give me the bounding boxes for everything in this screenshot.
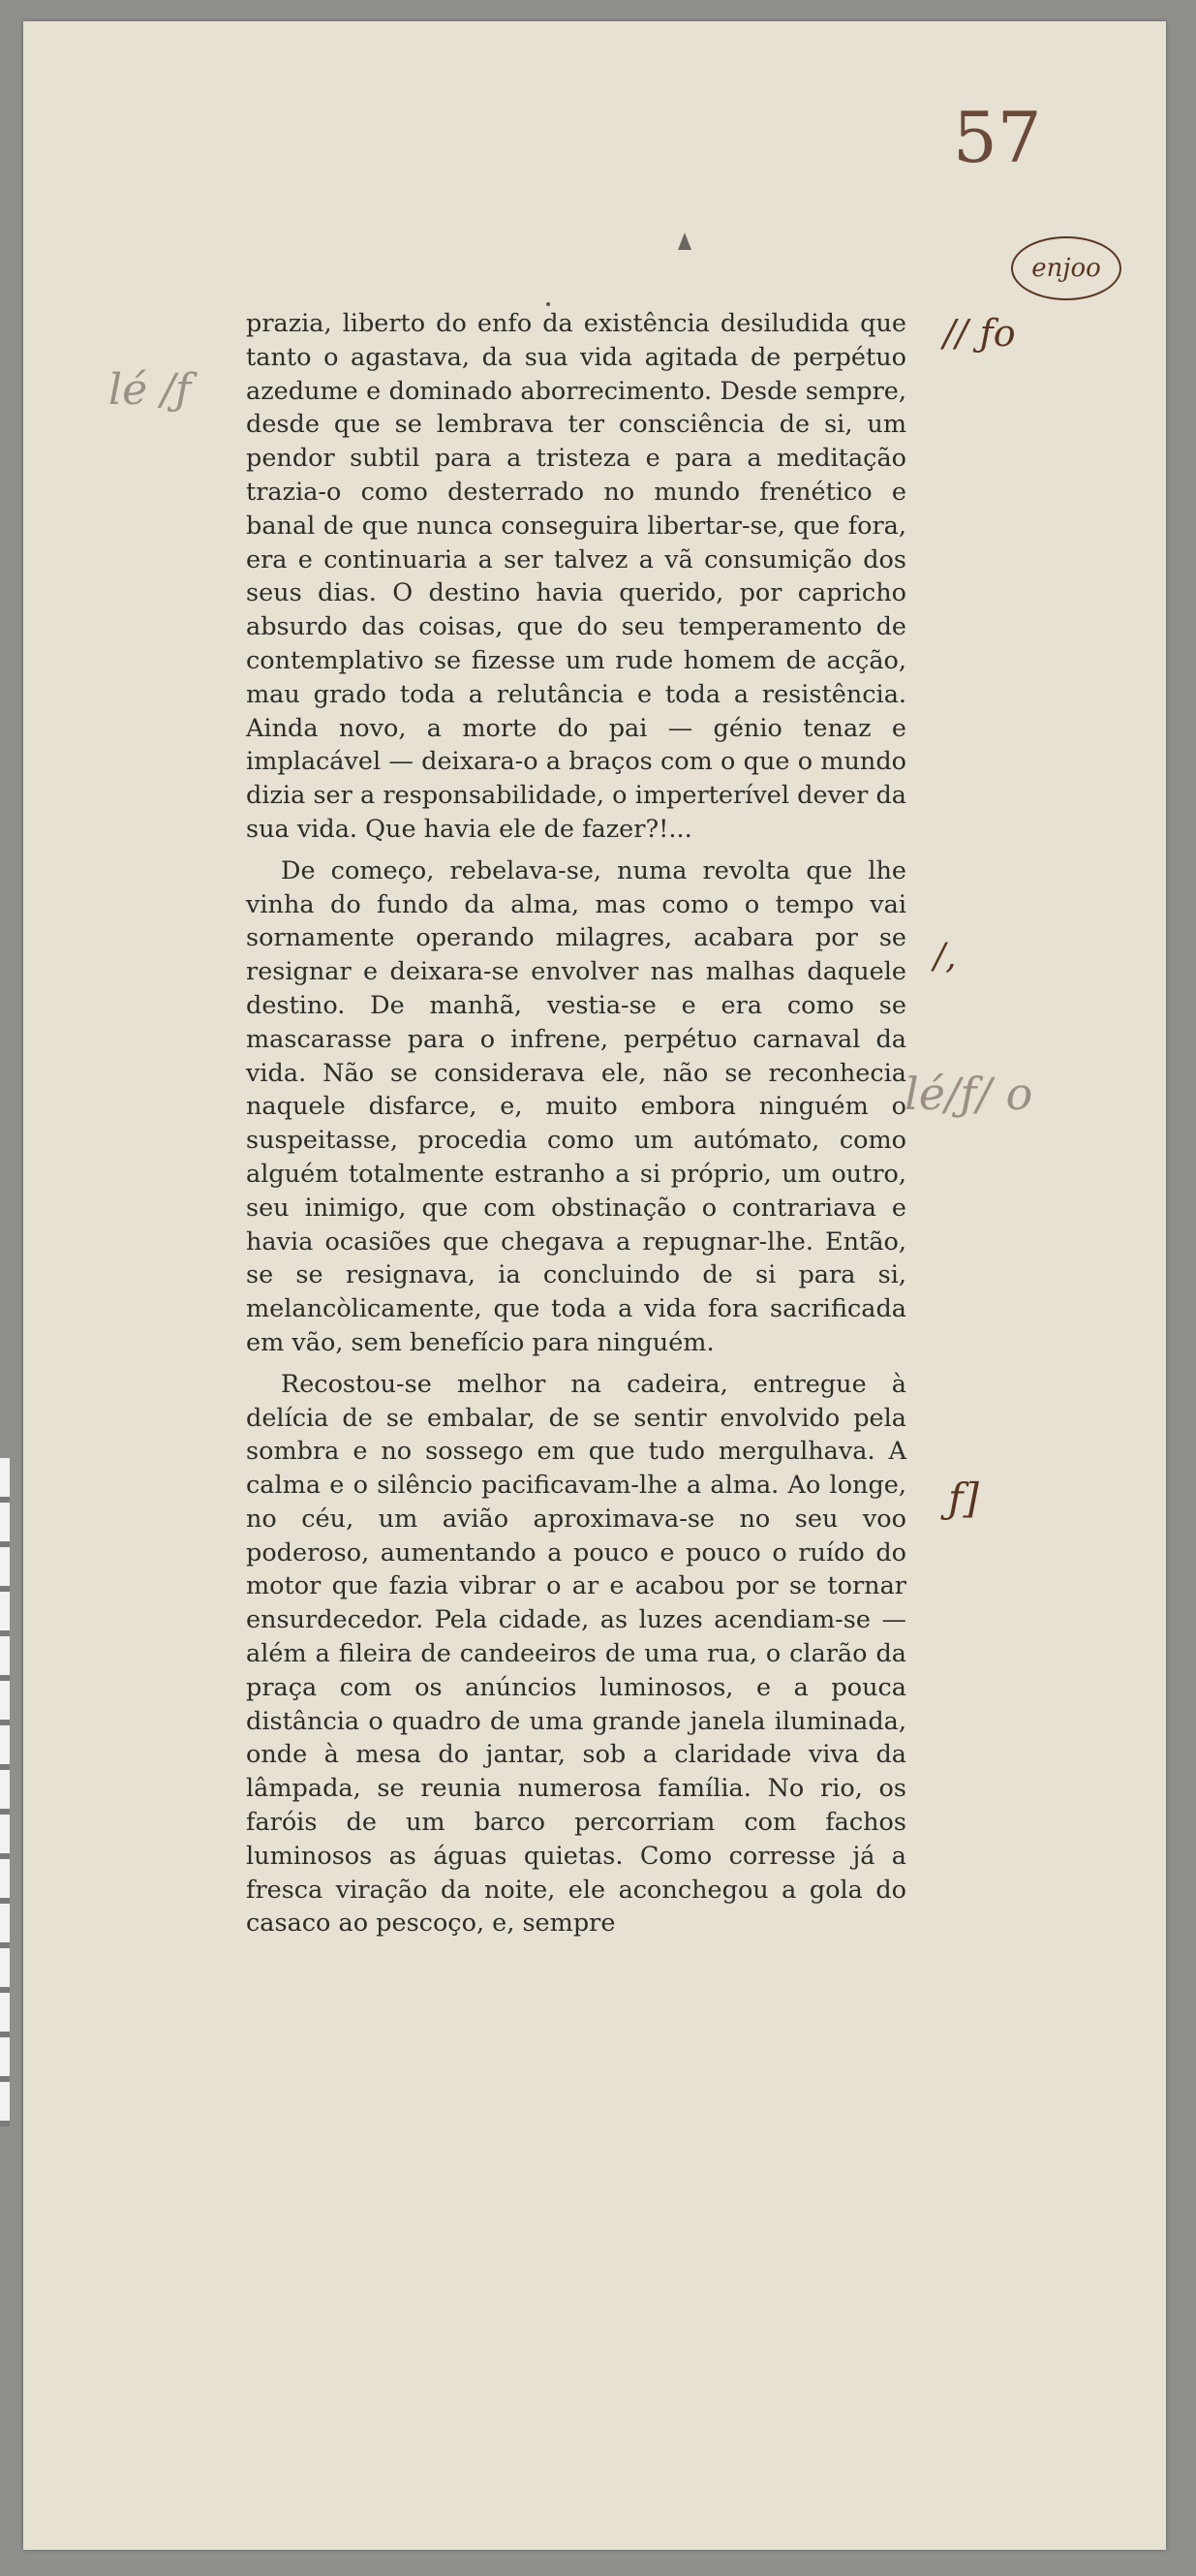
paragraph-2: De começo, rebelava-se, numa revolta que lhe vinha do fundo da alma, mas como o tempo vai sornamente operando milagres, acabara por se resignar e deixara-se envolver nas malhas daquele destino. De manhã, vestia-se e era como se mascarasse para o infrene, perpétuo carnaval da vida. Não se considerava ele, não se reconhecia naquele disfarce, e, muito embora ninguém o suspeitasse, procedia como um autómato, como alguém totalmente estranho a si próprio, um outro, seu inimigo, que com obstinação o contrariava e havia ocasiões que chegava a repugnar-lhe. Então, se se resignava, ia concluindo de si para si, melancòlicamente, que toda a vida fora sacrificada em vão, sem benefício para ninguém. (246, 855, 906, 1357)
margin-note-right-low: ƒ] (948, 1474, 979, 1522)
body-text (246, 307, 906, 1948)
page-number-annotation: 57 (953, 97, 1042, 178)
paragraph-3: Recostou-se melhor na cadeira, entregue à delícia de se embalar, de se sentir envolvido pela sombra e no sossego em que tudo mergulhava. A calma e o silêncio pacificavam-lhe a alma. Ao longe, no céu, um avião aproximava-se no seu voo poderoso, aumentando a pouco e pouco o ruído do motor que fazia vibrar o ar e acabou por se tornar ensurdecedor. Pela cidade, as luzes acendiam-se — além a fileira de candeeiros de uma rua, o clarão da praça com os anúncios luminosos, e a pouca distância o quadro de uma grande janela iluminada, onde à mesa do jantar, sob a claridade viva da lâmpada, se reunia numerosa família. No rio, os faróis de um barco percorriam com fachos luminosos as águas quietas. Como corresse já a fresca viração da noite, ele aconchegou a gola do casaco ao pescoço, e, sempre (246, 1369, 906, 1939)
scan-edge-strip (0, 1458, 10, 2126)
margin-note-left-top: lé /ƒ (108, 365, 192, 415)
margin-note-right-mid: /, (934, 937, 957, 977)
document-page (23, 21, 1166, 2550)
margin-note-right-top: // ƒo (943, 312, 1016, 355)
circled-annotation-text: enjoo (1031, 254, 1101, 283)
paragraph-1: prazia, liberto do enfo da existência desiludida que tanto o agastava, da sua vida agitada de perpétuo azedume e dominado aborrecimento. Desde sempre, desde que se lembrava ter consciência de si, um pendor subtil para a tristeza e para a meditação trazia-o como desterrado no mundo frenético e banal de que nunca conseguira libertar-se, que fora, era e continuaria a ser talvez a vã consumição dos seus dias. O destino havia querido, por capricho absurdo das coisas, que do seu temperamento de contemplativo se fizesse um rude homem de acção, mau grado toda a relutância e toda a resistência. Ainda novo, a morte do pai — génio tenaz e implacável — deixara-o a braços com o que o mundo dizia ser a responsabilidade, o imperterível dever da sua vida. Que havia ele de fazer?!... (246, 309, 906, 844)
circled-annotation (1011, 236, 1121, 300)
margin-note-right-mid2: lé/ƒ/ o (905, 1068, 1033, 1120)
arrow-mark-icon (678, 233, 691, 250)
dot-mark-icon (546, 302, 550, 306)
